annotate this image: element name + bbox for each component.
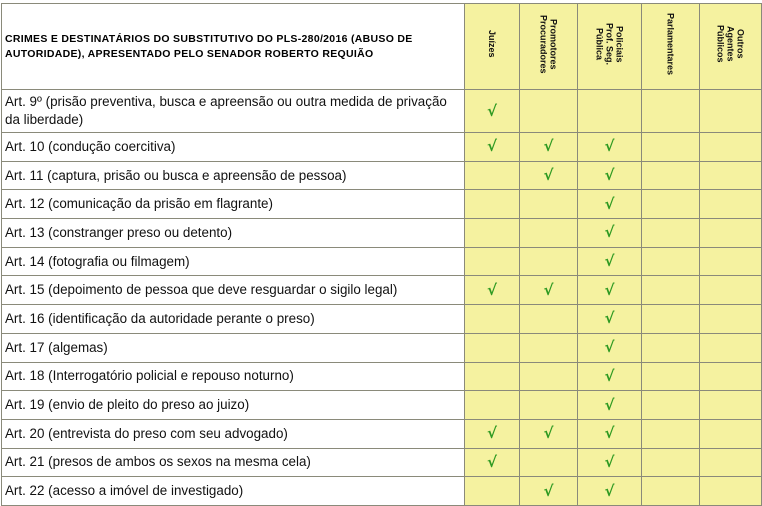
check-cell <box>520 133 578 162</box>
check-cell <box>578 333 642 362</box>
check-cell <box>700 219 762 248</box>
article-label: Art. 19 (envio de pleito do preso ao juizo) <box>2 391 465 420</box>
checkmark-icon: √ <box>604 194 615 213</box>
check-cell <box>642 247 700 276</box>
check-cell <box>465 190 520 219</box>
checkmark-icon: √ <box>543 137 554 156</box>
crimes-table <box>1 3 762 506</box>
table-row <box>2 477 762 506</box>
checkmark-icon: √ <box>486 101 497 120</box>
check-cell <box>578 477 642 506</box>
check-cell <box>642 391 700 420</box>
check-cell <box>578 219 642 248</box>
col-header-juizes <box>465 4 520 90</box>
table-row <box>2 276 762 305</box>
check-cell <box>578 133 642 162</box>
table-row <box>2 391 762 420</box>
checkmark-icon: √ <box>486 137 497 156</box>
check-cell <box>520 362 578 391</box>
col-header-outros <box>700 4 762 90</box>
table-title: CRIMES E DESTINATÁRIOS DO SUBSTITUTIVO DO PLS-280/2016 (ABUSO DE AUTORIDADE), APRESENTADO PELO SENADOR ROBERTO REQUIÃO <box>2 4 465 90</box>
check-cell <box>700 133 762 162</box>
article-label: Art. 22 (acesso a imóvel de investigado) <box>2 477 465 506</box>
check-cell <box>465 276 520 305</box>
article-label: Art. 18 (Interrogatório policial e repouso noturno) <box>2 362 465 391</box>
checkmark-icon: √ <box>604 137 615 156</box>
check-cell <box>700 190 762 219</box>
col-header-parlamentares <box>642 4 700 90</box>
check-cell <box>578 305 642 334</box>
checkmark-icon: √ <box>543 481 554 500</box>
check-cell <box>700 333 762 362</box>
checkmark-icon: √ <box>604 395 615 414</box>
check-cell <box>520 247 578 276</box>
check-cell <box>578 90 642 133</box>
check-cell <box>642 419 700 448</box>
check-cell <box>465 219 520 248</box>
check-cell <box>578 419 642 448</box>
check-cell <box>520 219 578 248</box>
table-row <box>2 247 762 276</box>
check-cell <box>642 276 700 305</box>
check-cell <box>700 419 762 448</box>
check-cell <box>642 448 700 477</box>
check-cell <box>578 247 642 276</box>
col-header-promotores <box>520 4 578 90</box>
check-cell <box>578 190 642 219</box>
table-row <box>2 362 762 391</box>
table-row <box>2 305 762 334</box>
checkmark-icon: √ <box>604 424 615 443</box>
checkmark-icon: √ <box>543 280 554 299</box>
article-label: Art. 15 (depoimento de pessoa que deve resguardar o sigilo legal) <box>2 276 465 305</box>
checkmark-icon: √ <box>604 481 615 500</box>
check-cell <box>465 161 520 190</box>
checkmark-icon: √ <box>604 366 615 385</box>
check-cell <box>520 419 578 448</box>
article-label: Art. 14 (fotografia ou filmagem) <box>2 247 465 276</box>
table-row <box>2 190 762 219</box>
table-row <box>2 133 762 162</box>
check-cell <box>520 448 578 477</box>
check-cell <box>520 477 578 506</box>
check-cell <box>520 190 578 219</box>
table-row <box>2 419 762 448</box>
check-cell <box>578 161 642 190</box>
check-cell <box>700 276 762 305</box>
checkmark-icon: √ <box>604 166 615 185</box>
check-cell <box>578 448 642 477</box>
check-cell <box>465 391 520 420</box>
check-cell <box>465 419 520 448</box>
checkmark-icon: √ <box>604 452 615 471</box>
check-cell <box>578 276 642 305</box>
check-cell <box>520 161 578 190</box>
check-cell <box>642 161 700 190</box>
col-header-label: Outros Agentes Públicos <box>715 25 746 63</box>
article-label: Art. 9º (prisão preventiva, busca e apreensão ou outra medida de privação da liberdade) <box>2 90 465 133</box>
check-cell <box>700 391 762 420</box>
article-label: Art. 12 (comunicação da prisão em flagrante) <box>2 190 465 219</box>
check-cell <box>578 391 642 420</box>
col-header-label: Parlamentares <box>665 12 676 76</box>
article-label: Art. 21 (presos de ambos os sexos na mesma cela) <box>2 448 465 477</box>
check-cell <box>700 247 762 276</box>
check-cell <box>520 305 578 334</box>
article-label: Art. 16 (identificação da autoridade perante o preso) <box>2 305 465 334</box>
check-cell <box>465 305 520 334</box>
article-label: Art. 10 (condução coercitiva) <box>2 133 465 162</box>
table-row <box>2 161 762 190</box>
checkmark-icon: √ <box>604 309 615 328</box>
checkmark-icon: √ <box>543 166 554 185</box>
col-header-label: Promotores Procuradores <box>538 14 559 74</box>
col-header-label: Policiais Prof. Seg. Pública <box>594 22 625 65</box>
check-cell <box>520 391 578 420</box>
article-label: Art. 20 (entrevista do preso com seu advogado) <box>2 419 465 448</box>
check-cell <box>642 362 700 391</box>
checkmark-icon: √ <box>486 424 497 443</box>
check-cell <box>642 333 700 362</box>
article-label: Art. 13 (constranger preso ou detento) <box>2 219 465 248</box>
article-label: Art. 17 (algemas) <box>2 333 465 362</box>
check-cell <box>700 305 762 334</box>
table-row <box>2 90 762 133</box>
table-row <box>2 448 762 477</box>
check-cell <box>642 90 700 133</box>
article-label: Art. 11 (captura, prisão ou busca e apreensão de pessoa) <box>2 161 465 190</box>
table-body <box>2 90 762 506</box>
check-cell <box>465 90 520 133</box>
check-cell <box>465 247 520 276</box>
check-cell <box>465 477 520 506</box>
check-cell <box>642 133 700 162</box>
checkmark-icon: √ <box>486 280 497 299</box>
check-cell <box>642 190 700 219</box>
check-cell <box>578 362 642 391</box>
check-cell <box>520 90 578 133</box>
table-row <box>2 219 762 248</box>
checkmark-icon: √ <box>604 223 615 242</box>
check-cell <box>520 333 578 362</box>
check-cell <box>700 362 762 391</box>
check-cell <box>700 477 762 506</box>
checkmark-icon: √ <box>543 424 554 443</box>
check-cell <box>642 477 700 506</box>
checkmark-icon: √ <box>604 252 615 271</box>
check-cell <box>465 448 520 477</box>
check-cell <box>520 276 578 305</box>
checkmark-icon: √ <box>604 280 615 299</box>
checkmark-icon: √ <box>604 338 615 357</box>
check-cell <box>642 305 700 334</box>
table-row <box>2 333 762 362</box>
col-header-policiais <box>578 4 642 90</box>
check-cell <box>700 161 762 190</box>
col-header-label: Juízes <box>487 30 497 58</box>
check-cell <box>465 362 520 391</box>
checkmark-icon: √ <box>486 452 497 471</box>
check-cell <box>700 448 762 477</box>
table-header-row <box>2 4 762 90</box>
check-cell <box>700 90 762 133</box>
check-cell <box>642 219 700 248</box>
check-cell <box>465 133 520 162</box>
check-cell <box>465 333 520 362</box>
